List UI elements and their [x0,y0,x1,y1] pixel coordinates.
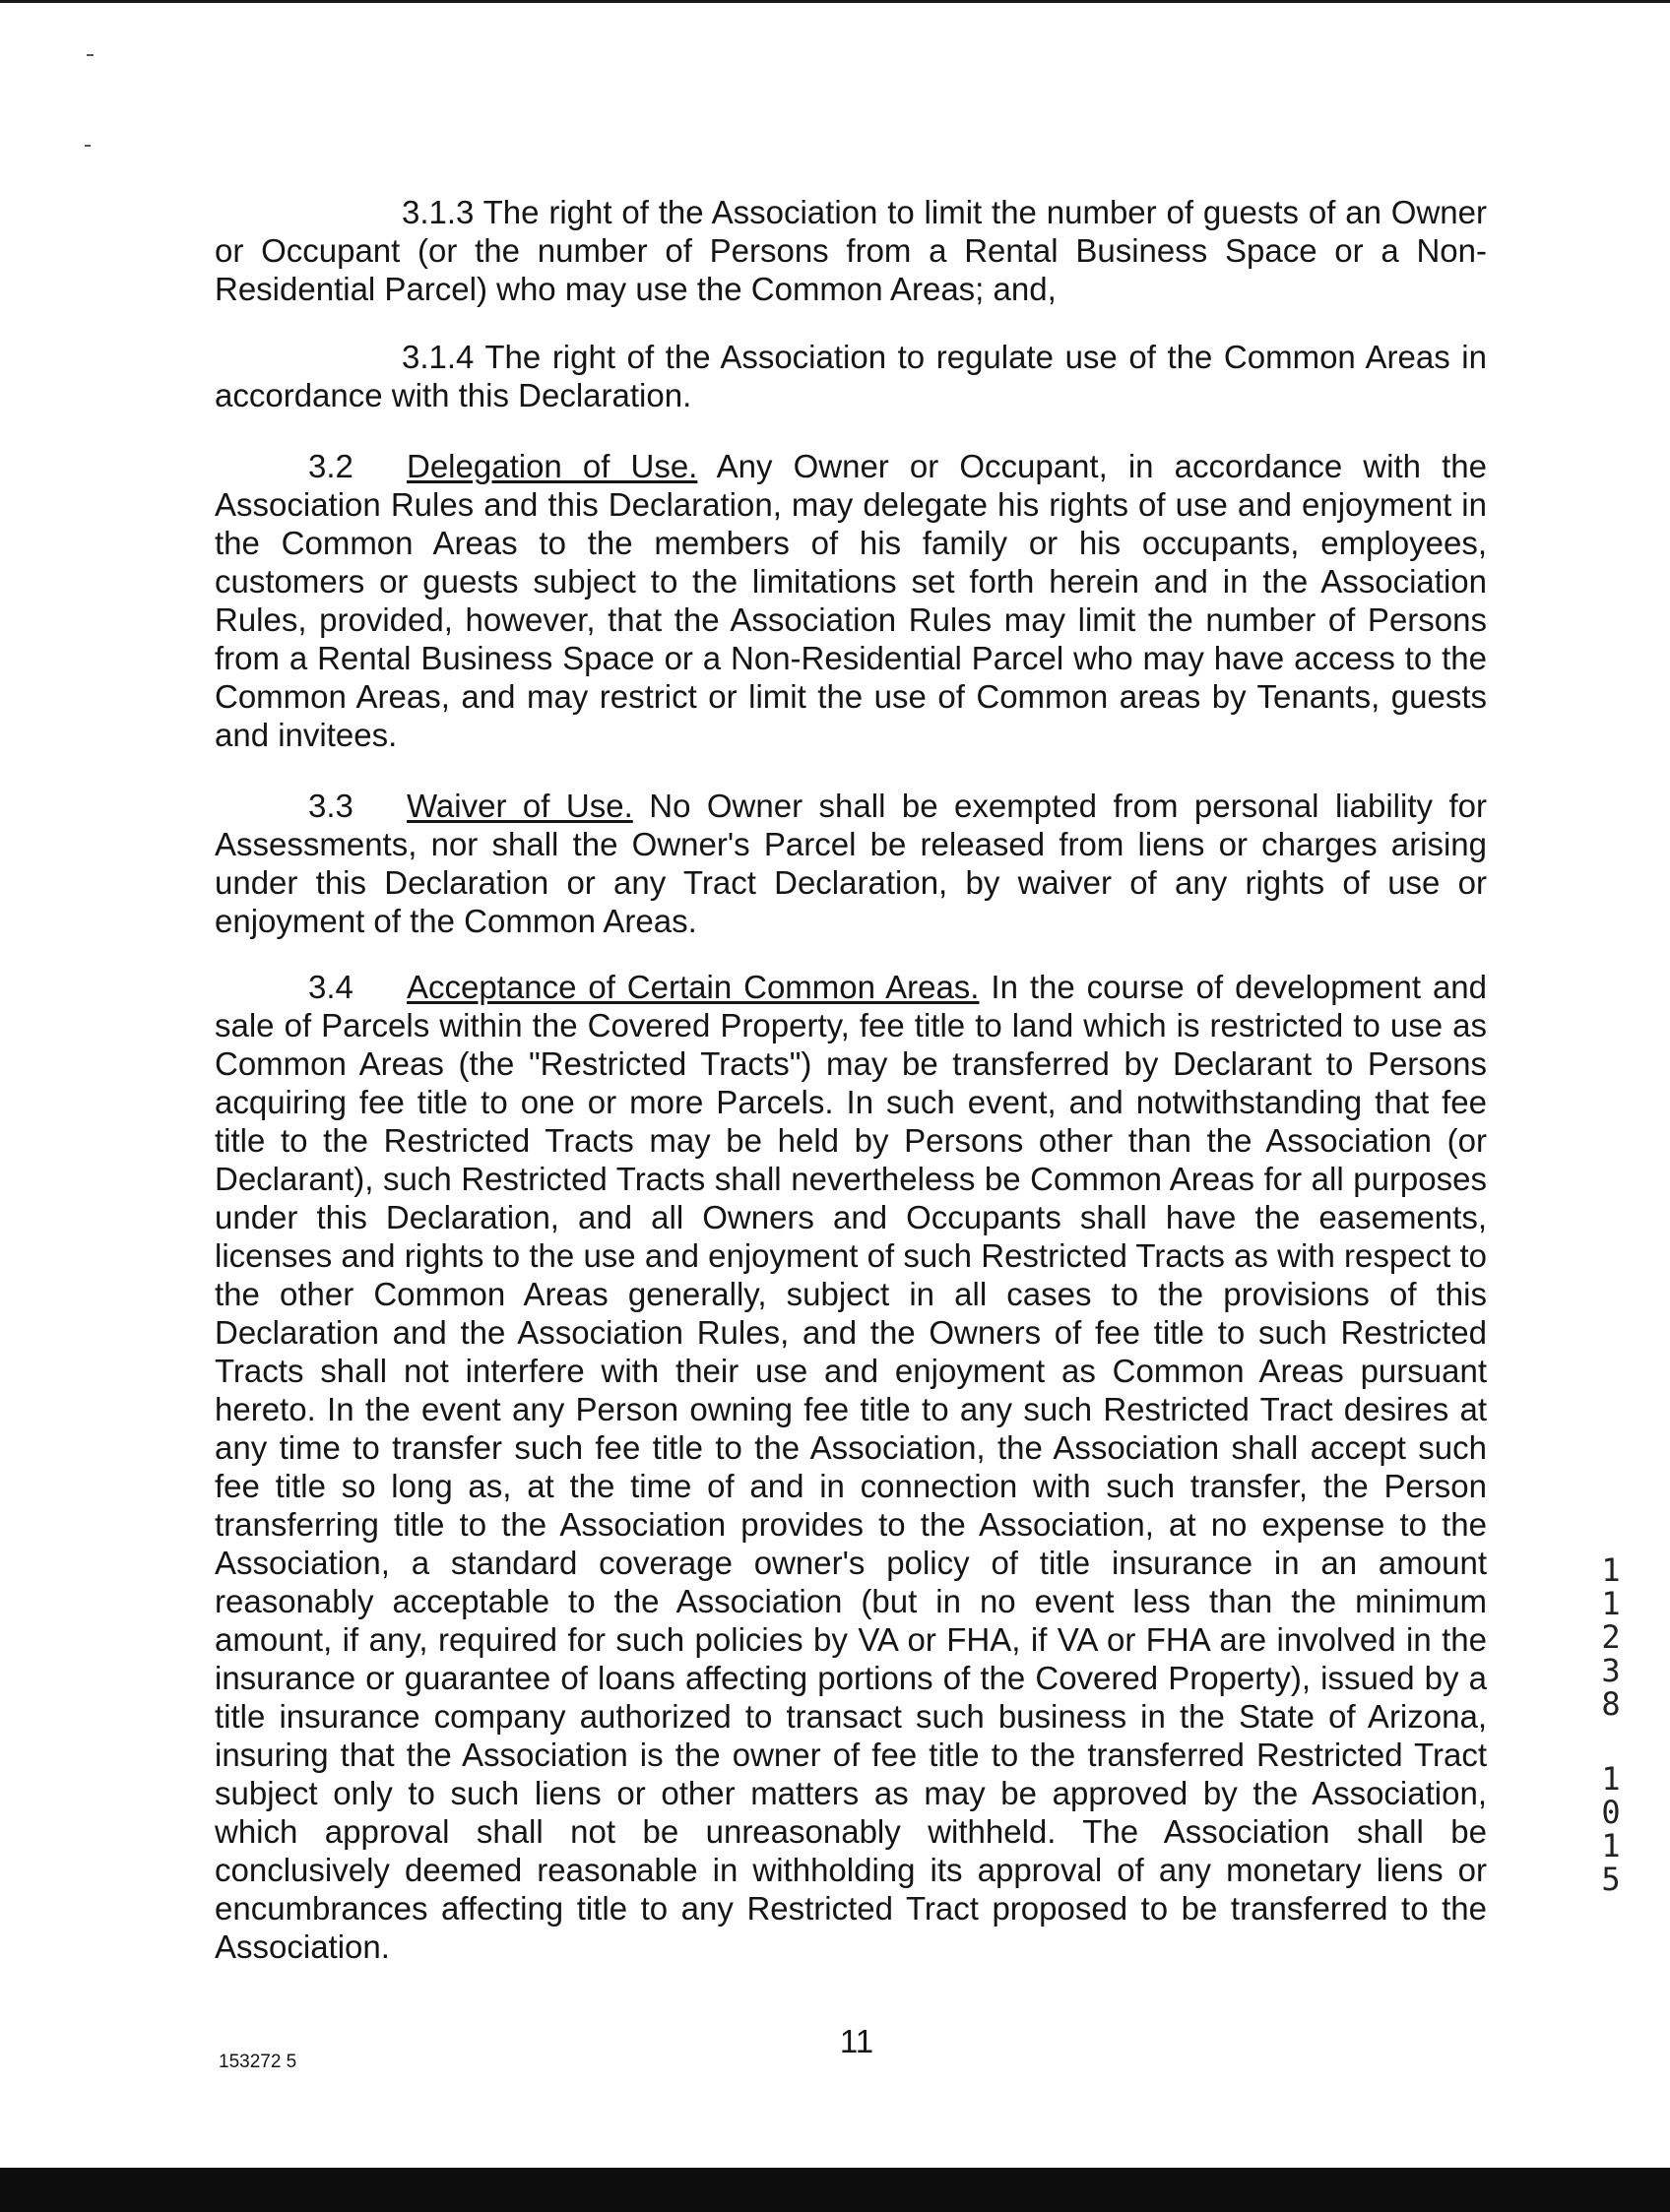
section-number: 3.2 [308,448,353,484]
stamp-char: 0 [1601,1794,1621,1831]
paragraph-3-1-4 [215,338,1487,414]
stamp-char: 3 [1601,1652,1621,1689]
paragraph-text: In the course of development and sale of Parcels within the Covered Property, fee title to land which is restricted to use as Common Areas (the "Restricted Tracts") may be transferred by Declarant to Persons acquiring fee title to one or more Parcels. In such event, and notwithstanding that fee title to the Restricted Tracts may be held by Persons other than the Association (or Declarant), such Restricted Tracts shall nevertheless be Common Areas for all purposes under this Declaration, and all Owners and Occupants shall have the easements, licenses and rights to the use and enjoyment of such Restricted Tracts as with respect to the other Common Areas generally, subject in all cases to the provisions of this Declaration and the Association Rules, and the Owners of fee title to such Restricted Tracts shall not interfere with their use and enjoyment as Common Areas pursuant hereto. In the event any Person owning fee title to any such Restricted Tract desires at any time to transfer such fee title to the Association, the Association shall accept such fee title so long as, at the time of and in connection with such transfer, the Person transferring title to the Association provides to the Association, at no expense to the Association, a standard coverage owner's policy of title insurance in an amount reasonably acceptable to the Association (but in no event less than the minimum amount, if any, required for such policies by VA or FHA, if VA or FHA are involved in the insurance or guarantee of loans affecting portions of the Covered Property), issued by a title insurance company authorized to transact such business in the State of Arizona, insuring that the Association is the owner of fee title to the transferred Restricted Tract subject only to such liens or other matters as may be approved by the Association, which approval shall not be unreasonably withheld. The Association shall be conclusively deemed reasonable in withholding its approval of any monetary liens or encumbrances affecting title to any Restricted Tract proposed to be transferred to the Association. [215,969,1488,1965]
section-heading: Waiver of Use. [407,788,633,824]
page-number: 11 [839,2023,874,2059]
stamp-char: 1 [1601,1760,1621,1798]
scan-speck [85,145,91,147]
stamp-char: 1 [1601,1585,1621,1622]
scan-top-edge [0,0,1670,3]
scan-speck [87,54,94,56]
section-3-4 [215,968,1487,1966]
scan-bottom-band [0,2168,1670,2212]
stamp-char: 2 [1601,1618,1621,1656]
section-number: 3.3 [308,788,353,824]
section-heading: Acceptance of Certain Common Areas. [407,969,980,1005]
document-code: 153272 5 [219,2052,297,2072]
stamp-char: 1 [1601,1827,1621,1864]
recording-number-stamp [1591,1553,1631,1896]
document-body [215,193,1487,1966]
section-3-3 [215,787,1487,940]
section-heading: Delegation of Use. [407,448,698,484]
paragraph-text: No Owner shall be exempted from personal liability for Assessments, nor shall the Owner's Parcel be released from liens or charges arising under this Declaration or any Tract Declaration, by waiver of any rights of use or enjoyment of the Common Areas. [215,788,1487,939]
stamp-char: 1 [1601,1551,1621,1589]
stamp-char: 5 [1601,1861,1621,1898]
paragraph-text: 3.1.4 The right of the Association to regulate use of the Common Areas in accordance with this Declaration. [215,339,1487,413]
paragraph-text: 3.1.3 The right of the Association to limit the number of guests of an Owner or Occupant (or the number of Persons from a Rental Business Space or a Non-Residential Parcel) who may use the Common Areas; and, [215,194,1487,307]
paragraph-3-1-3 [215,193,1487,308]
paragraph-text: Any Owner or Occupant, in accordance with the Association Rules and this Declaration, may delegate his rights of use and enjoyment in the Common Areas to the members of his family or his occupants, employees, customers or guests subject to the limitations set forth herein and in the Association Rules, provided, however, that the Association Rules may limit the number of Persons from a Rental Business Space or a Non-Residential Parcel who may have access to the Common Areas, and may restrict or limit the use of Common areas by Tenants, guests and invitees. [215,448,1487,753]
section-number: 3.4 [308,969,353,1005]
section-3-2 [215,447,1487,754]
stamp-char: 8 [1601,1685,1621,1723]
